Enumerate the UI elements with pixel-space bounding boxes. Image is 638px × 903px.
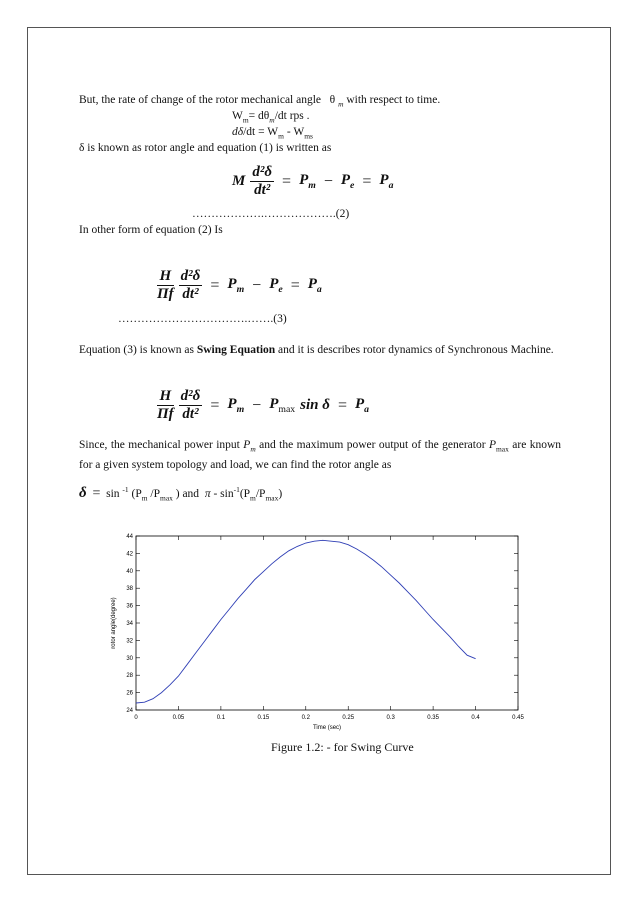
y-tick-label: 40	[126, 568, 133, 575]
plot-area	[136, 536, 518, 710]
x-tick-label: 0.3	[386, 715, 395, 721]
y-tick-label: 32	[126, 638, 133, 645]
y-tick-label: 24	[126, 708, 133, 714]
other-form-line: In other form of equation (2) Is	[79, 224, 223, 236]
x-axis-label: Time (sec)	[312, 725, 342, 731]
swing-curve-chart	[78, 528, 538, 738]
y-tick-label: 44	[126, 534, 133, 540]
slip-speed-line: $d\delta/dt = W_m - W_{ms}$	[232, 126, 313, 141]
equation-2-number: ……………….……………….(2)	[192, 208, 350, 220]
y-tick-label: 28	[126, 673, 133, 680]
since-paragraph: Since, the mechanical power input $P_m$ and the maximum power output of the generator $P_{max}$ are known for a given system topology and load, we can find the rotor angle as	[79, 439, 562, 472]
x-tick-label: 0.2	[301, 715, 310, 721]
x-tick-label: 0	[134, 715, 138, 721]
equation-swing-sin: $\frac{H}{\Pi f}$ $\frac{\text{d²δ}}{\text{dt²}}$ = $P_m$ − $P_{max}$ sin δ = $P_a$	[157, 388, 370, 423]
rotor-angle-definition: δ is known as rotor angle and equation (1) is written as	[79, 142, 332, 154]
intro-line: But, the rate of change of the rotor mechanical angle θ $_m$ with respect to time.	[79, 94, 441, 109]
angular-speed-line: $W_m= d\theta_m/dt$ rps .	[232, 110, 310, 125]
y-tick-label: 30	[126, 655, 133, 662]
x-tick-label: 0.25	[342, 715, 355, 721]
x-tick-label: 0.05	[172, 715, 185, 721]
x-tick-label: 0.15	[257, 715, 270, 721]
y-tick-label: 38	[126, 586, 133, 593]
y-tick-label: 42	[126, 551, 133, 558]
swing-equation-paragraph: Equation (3) is known as Swing Equation and it is describes rotor dynamics of Synchronous Machine.	[79, 344, 554, 356]
y-axis-label: rotor angle(degree)	[111, 597, 117, 649]
y-tick-label: 26	[126, 690, 133, 697]
rotor-angle-formula: δ = sin $^{-1}$ ($P_m$ $/P_{max}$ ) and π - $\sin^{-1}(P_m/P_{max})$	[79, 485, 283, 503]
equation-3: $\frac{H}{\Pi f}$ $\frac{\text{d²δ}}{\text{dt²}}$ = $P_m$ − $P_e$ = $P_a$	[157, 268, 322, 303]
x-tick-label: 0.45	[512, 715, 524, 721]
y-tick-label: 36	[126, 603, 133, 610]
x-tick-label: 0.1	[216, 715, 226, 721]
figure-caption: Figure 1.2: - for Swing Curve	[271, 740, 414, 754]
y-tick-label: 34	[126, 621, 133, 627]
equation-3-number: …………………………….…….(3)	[118, 313, 287, 325]
equation-2: M $\frac{\text{d²δ}}{\text{dt²}}$ = $P_m$ − $P_e$ = $P_a$	[232, 164, 394, 199]
x-tick-label: 0.4	[471, 715, 480, 721]
x-tick-label: 0.35	[427, 715, 439, 721]
